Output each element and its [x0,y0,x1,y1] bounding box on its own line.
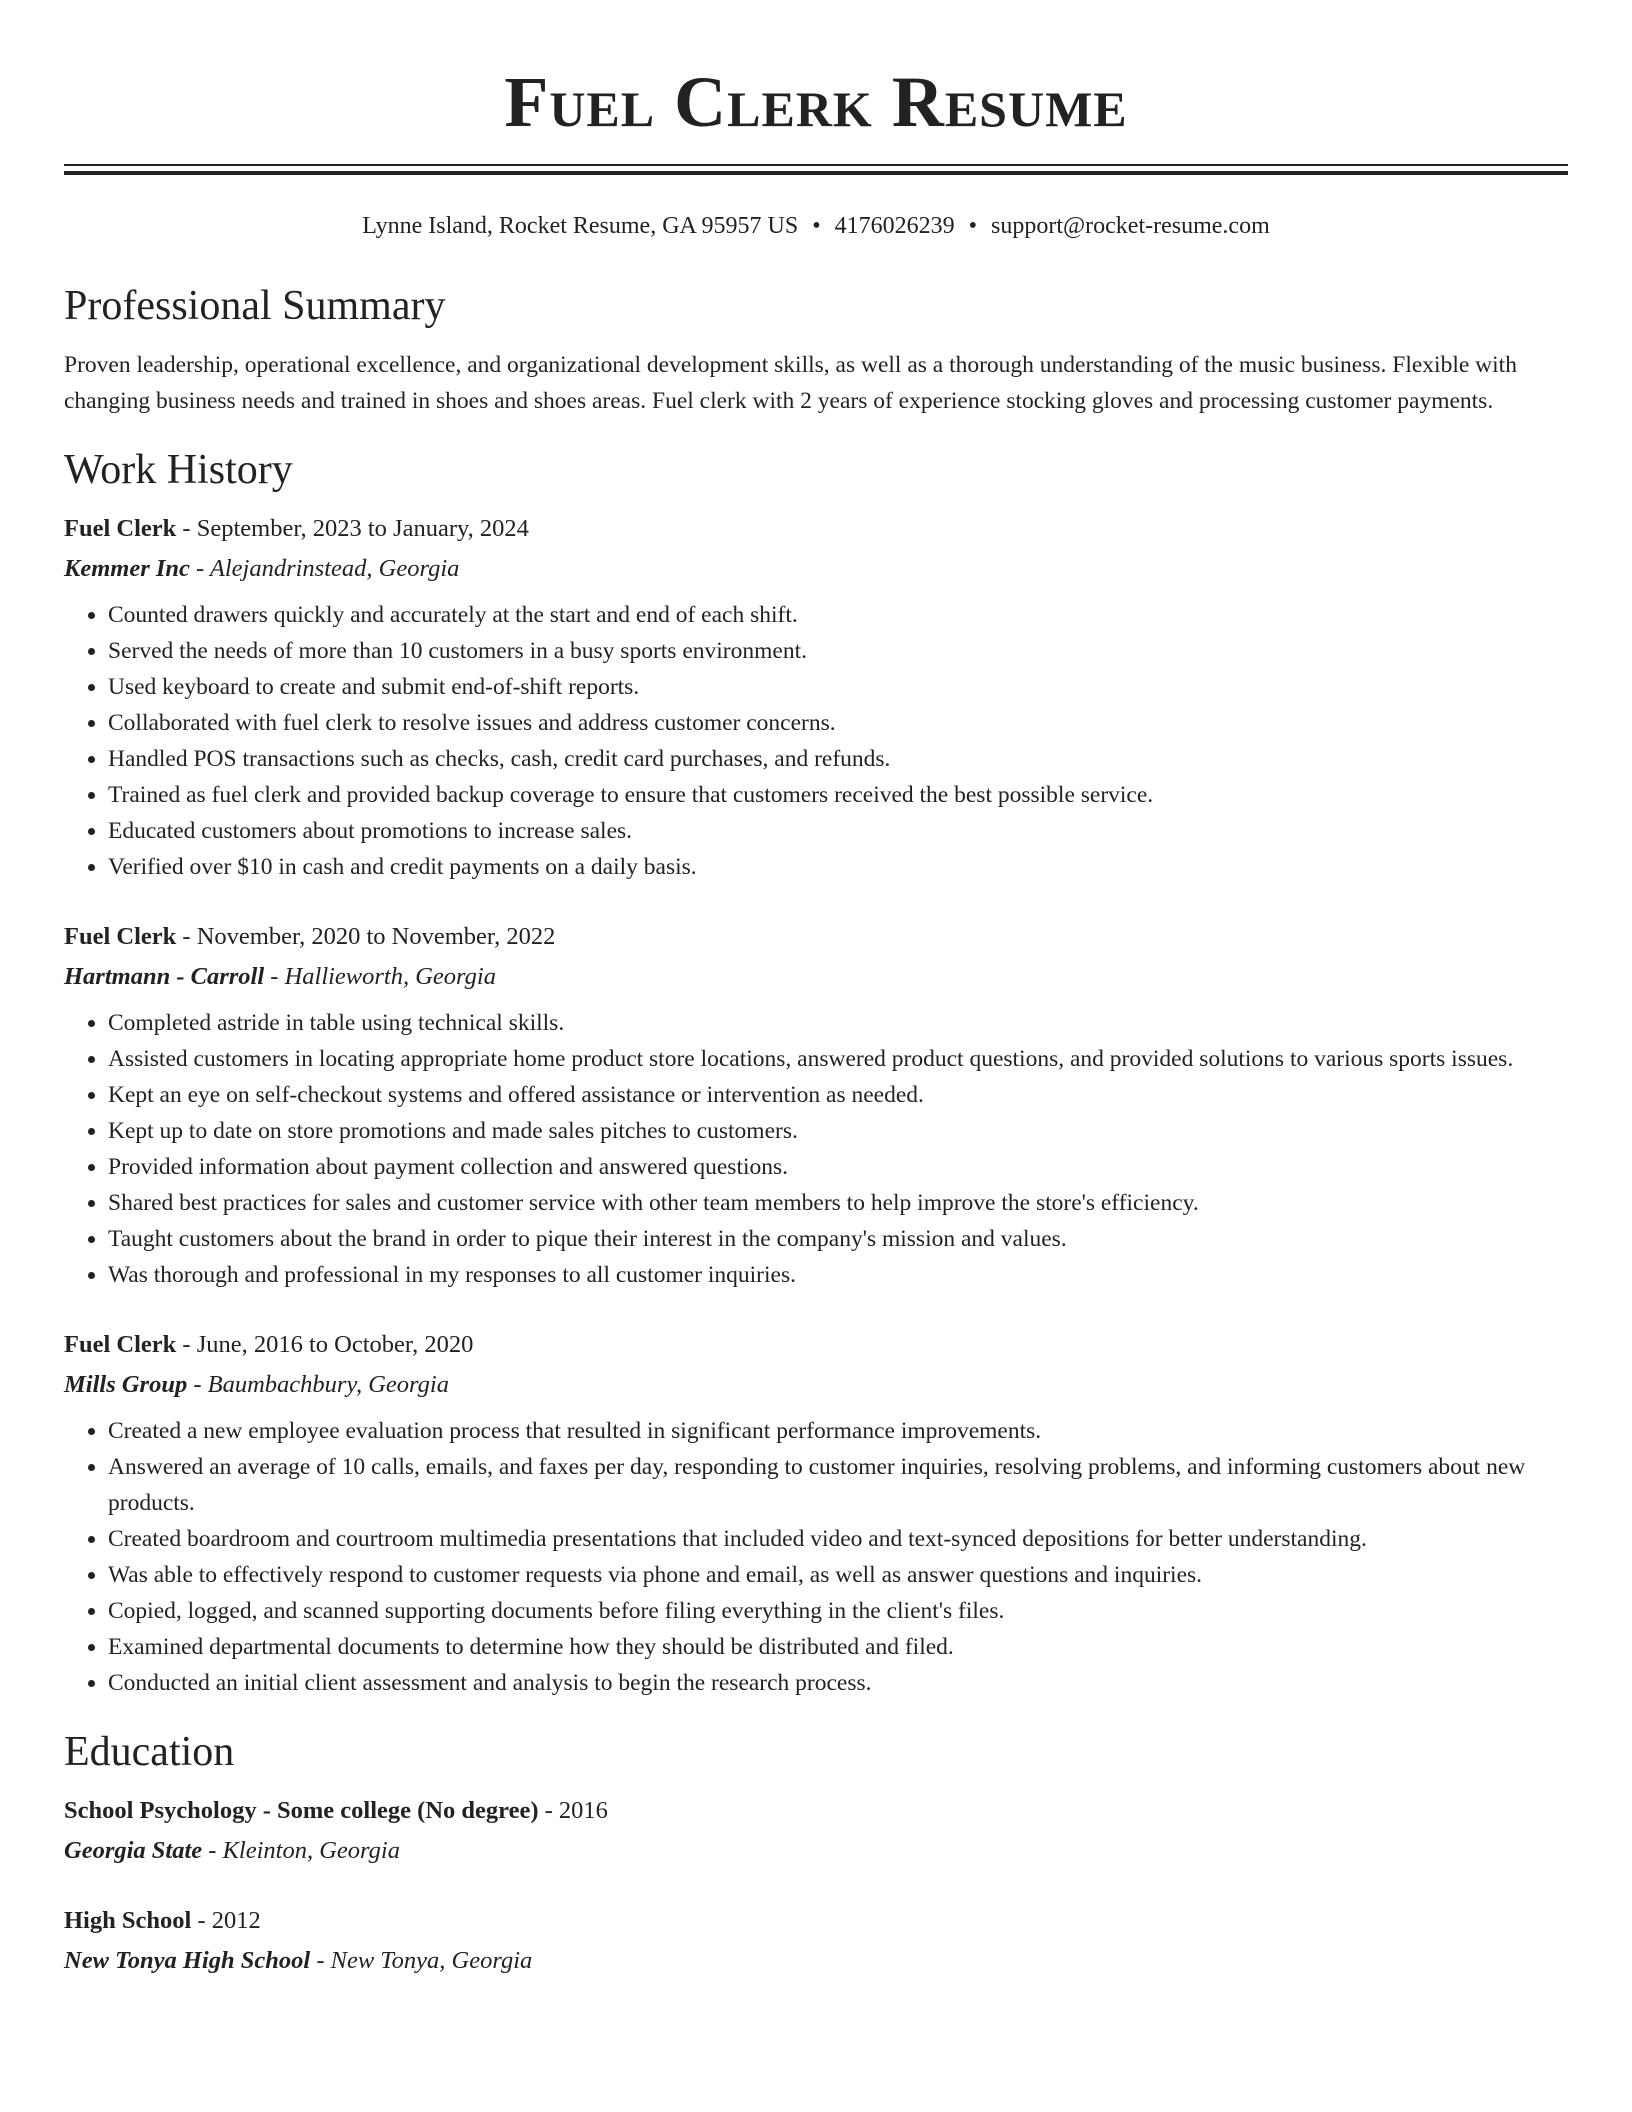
job-bullet: • Completed astride in table using technical skills. [108,1005,1568,1041]
job-bullet-list [64,1005,1568,1293]
contact-separator: • [812,213,821,239]
job-bullet: • Was able to effectively respond to customer requests via phone and email, as well as answer questions and inquiries. [108,1557,1568,1593]
education-year: 2012 [211,1907,261,1934]
contact-line [64,211,1568,241]
job-bullet: • Counted drawers quickly and accurately at the start and end of each shift. [108,597,1568,633]
education-school: Georgia State [64,1837,203,1864]
job-company-line: Mills Group - Baumbachbury, Georgia [64,1371,449,1398]
header-divider-thick [64,171,1568,175]
job-bullet: • Was thorough and professional in my responses to all customer inquiries. [108,1257,1568,1293]
education-year: 2016 [558,1797,608,1824]
education-degree: School Psychology - Some college (No degree) [64,1797,539,1824]
resume-title: Fuel Clerk Resume [504,62,1128,142]
job-bullet: • Served the needs of more than 10 customers in a busy sports environment. [108,633,1568,669]
job-bullet: • Taught customers about the brand in order to pique their interest in the company's mission and values. [108,1221,1568,1257]
job-bullet-list [64,1413,1568,1701]
job-bullet: • Assisted customers in locating appropriate home product store locations, answered product questions, and provided solutions to various sports issues. [108,1041,1568,1077]
job-bullet: • Collaborated with fuel clerk to resolve issues and address customer concerns. [108,705,1568,741]
summary-text: Proven leadership, operational excellence, and organizational development skills, as well as a thorough understanding of the music business. Flexible with changing business needs and trained in shoes and shoes areas. Fuel clerk with 2 years of experience stocking gloves and processing customer payments. [64,352,1517,414]
job-bullet: • Created a new employee evaluation process that resulted in significant performance improvements. [108,1413,1568,1449]
contact-phone: 4176026239 [834,213,955,239]
education-school-line: Georgia State - Kleinton, Georgia [64,1837,400,1864]
job-location: Alejandrinstead, Georgia [209,555,460,582]
job-location: Hallieworth, Georgia [284,963,496,990]
job-bullet: • Verified over $10 in cash and credit payments on a daily basis. [108,849,1568,885]
job-title: Fuel Clerk [64,1331,177,1358]
education-list [64,1791,1568,1981]
job-bullet: • Answered an average of 10 calls, emails, and faxes per day, responding to customer inquiries, resolving problems, and informing customers about new products. [108,1449,1568,1521]
education-header: High School - 2012 [64,1907,261,1934]
job-header: Fuel Clerk - November, 2020 to November, 2022 [64,923,556,950]
education-entry [64,1791,1568,1871]
work-history-heading: Work History [64,447,293,493]
education-degree: High School [64,1907,192,1934]
education-entry [64,1901,1568,1981]
job-bullet: • Created boardroom and courtroom multimedia presentations that included video and text-synced depositions for better understanding. [108,1521,1568,1557]
job-company: Mills Group [64,1371,188,1398]
education-location: New Tonya, Georgia [330,1947,533,1974]
job-bullet: • Kept an eye on self-checkout systems and offered assistance or intervention as needed. [108,1077,1568,1113]
job-company-line: Hartmann - Carroll - Hallieworth, Georgia [64,963,496,990]
education-header: School Psychology - Some college (No degree) - 2016 [64,1797,608,1824]
job-entry [64,917,1568,1293]
job-bullet: • Trained as fuel clerk and provided backup coverage to ensure that customers received the best possible service. [108,777,1568,813]
job-dates: June, 2016 to October, 2020 [196,1331,474,1358]
job-title: Fuel Clerk [64,515,177,542]
job-entry [64,1325,1568,1701]
job-bullet: • Examined departmental documents to determine how they should be distributed and filed. [108,1629,1568,1665]
job-dates: September, 2023 to January, 2024 [196,515,529,542]
job-bullet: • Educated customers about promotions to increase sales. [108,813,1568,849]
job-header: Fuel Clerk - September, 2023 to January, 2024 [64,515,529,542]
job-bullet: • Used keyboard to create and submit end-of-shift reports. [108,669,1568,705]
contact-separator: • [968,213,978,239]
job-bullet: • Copied, logged, and scanned supporting documents before filing everything in the client's files. [108,1593,1568,1629]
job-company: Kemmer Inc [64,555,190,582]
job-company: Hartmann - Carroll [64,963,265,990]
job-bullet: • Shared best practices for sales and customer service with other team members to help improve the store's efficiency. [108,1185,1568,1221]
job-bullet: • Handled POS transactions such as checks, cash, credit card purchases, and refunds. [108,741,1568,777]
contact-address: Lynne Island, Rocket Resume, GA 95957 US [362,213,799,239]
education-heading: Education [64,1729,235,1775]
contact-email: support@rocket-resume.com [991,213,1270,239]
job-location: Baumbachbury, Georgia [207,1371,449,1398]
work-history-list [64,509,1568,1701]
summary-heading: Professional Summary [64,283,446,329]
job-entry [64,509,1568,885]
job-bullet: • Conducted an initial client assessment and analysis to begin the research process. [108,1665,1568,1701]
job-company-line: Kemmer Inc - Alejandrinstead, Georgia [64,555,460,582]
education-school-line: New Tonya High School - New Tonya, Georgia [64,1947,533,1974]
job-dates: November, 2020 to November, 2022 [196,923,556,950]
job-bullet: • Kept up to date on store promotions and made sales pitches to customers. [108,1113,1568,1149]
job-bullet: • Provided information about payment collection and answered questions. [108,1149,1568,1185]
education-location: Kleinton, Georgia [222,1837,400,1864]
job-bullet-list [64,597,1568,885]
job-header: Fuel Clerk - June, 2016 to October, 2020 [64,1331,474,1358]
education-school: New Tonya High School [64,1947,311,1974]
job-title: Fuel Clerk [64,923,177,950]
header-divider-thin [64,164,1568,166]
